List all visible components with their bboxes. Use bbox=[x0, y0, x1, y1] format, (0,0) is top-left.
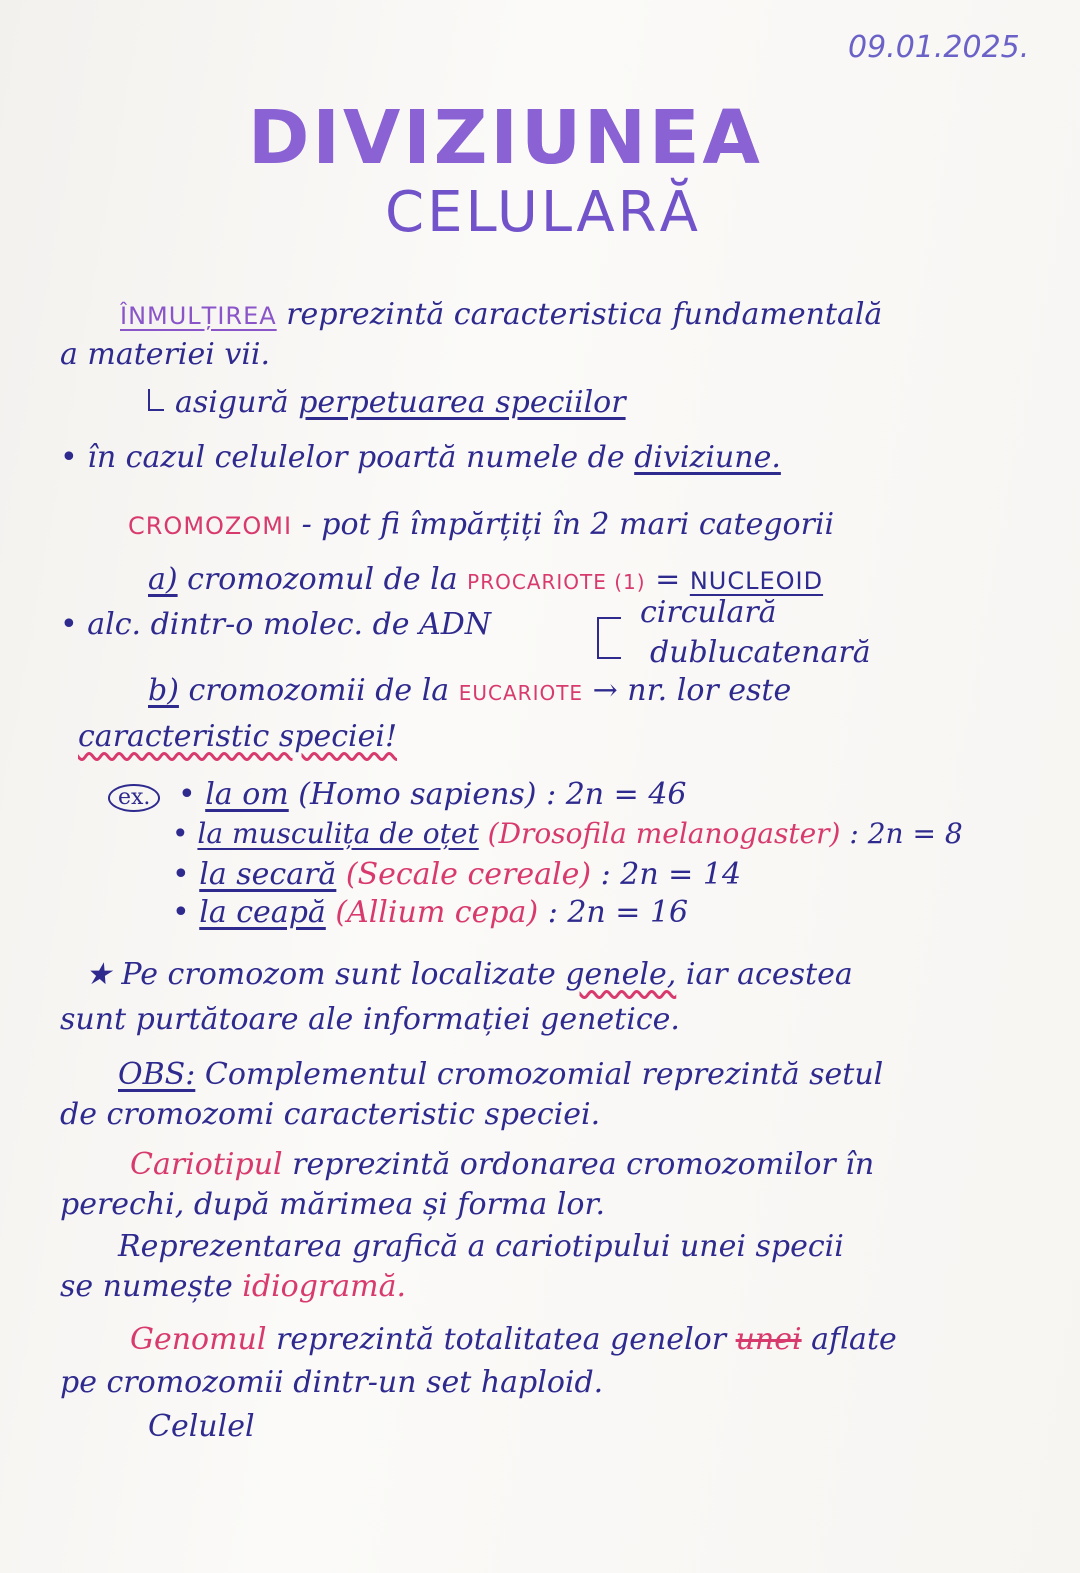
repr-line-2 bbox=[60, 1269, 407, 1304]
title-line-2: CELULARĂ bbox=[385, 180, 701, 245]
genele-word: genele, bbox=[565, 957, 677, 992]
genom-line-1 bbox=[130, 1322, 897, 1357]
obs-label: OBS: bbox=[118, 1057, 196, 1092]
date: 09.01.2025. bbox=[848, 30, 1030, 65]
title-line-1: DIVIZIUNEA bbox=[248, 95, 763, 181]
example-name: la ceapă bbox=[199, 895, 326, 930]
example-sci: (Homo sapiens) bbox=[298, 777, 537, 812]
cariotip-text-1: reprezintă ordonarea cromozomilor în bbox=[292, 1147, 875, 1182]
cariotip-line-1 bbox=[130, 1147, 875, 1182]
item-a-desc: • alc. dintr-o molec. de ADN bbox=[60, 607, 492, 642]
cariotip-line-2: perechi, după mărimea și forma lor. bbox=[60, 1187, 606, 1222]
example-val: : 2n = 8 bbox=[849, 817, 963, 850]
p1-line-2: a materiei vii. bbox=[60, 337, 271, 372]
star-line-2: sunt purtătoare ale informației genetice. bbox=[60, 1002, 680, 1037]
cariotip-word: Cariotipul bbox=[130, 1147, 283, 1182]
eucariote: EUCARIOTE bbox=[458, 681, 584, 705]
example-val: : 2n = 16 bbox=[547, 895, 689, 930]
example-sci: (Secale cereale) bbox=[345, 857, 592, 892]
p2 bbox=[60, 440, 781, 475]
star-text-a: ★ Pe cromozom sunt localizate bbox=[85, 957, 556, 992]
item-a-text: cromozomul de la bbox=[187, 562, 458, 597]
p2-underlined: diviziune. bbox=[634, 440, 781, 475]
star-text-b: iar acestea bbox=[685, 957, 853, 992]
option-dublucatenara: dublucatenară bbox=[650, 635, 871, 670]
repr-text-2: se numește bbox=[60, 1269, 233, 1304]
item-b-text: cromozomii de la bbox=[188, 673, 450, 708]
example-sci: (Drosofila melanogaster) bbox=[487, 817, 841, 850]
obs-line-1 bbox=[118, 1057, 884, 1092]
item-b-rest: → nr. lor este bbox=[592, 673, 792, 708]
item-a bbox=[148, 562, 824, 597]
example-1: ex. • la om (Homo sapiens) : 2n = 46 bbox=[108, 780, 687, 812]
procariote: PROCARIOTE (1) bbox=[467, 570, 646, 594]
struck-word: unei bbox=[735, 1322, 802, 1357]
example-name: la secară bbox=[199, 857, 337, 892]
example-4: • la ceapă (Allium cepa) : 2n = 16 bbox=[172, 895, 689, 930]
item-a-label: a) bbox=[148, 562, 178, 597]
genom-text-1a: reprezintă totalitatea genelor bbox=[276, 1322, 727, 1357]
item-b-cont bbox=[78, 719, 397, 754]
cromozomi-text: - pot fi împărțiți în 2 mari categorii bbox=[301, 507, 835, 542]
example-sci: (Allium cepa) bbox=[335, 895, 539, 930]
obs-text-1: Complementul cromozomial reprezintă setul bbox=[204, 1057, 884, 1092]
cromozomi-heading: CROMOZOMI bbox=[128, 512, 293, 540]
example-name: la musculița de oțet bbox=[197, 817, 479, 850]
example-3: • la secară (Secale cereale) : 2n = 14 bbox=[172, 857, 742, 892]
star-line-1 bbox=[85, 957, 853, 992]
item-b-cont-text: caracteristic speciei! bbox=[78, 719, 397, 754]
genom-text-1b: aflate bbox=[811, 1322, 897, 1357]
bracket-icon bbox=[597, 617, 621, 659]
p1-sub bbox=[175, 385, 626, 420]
p1-sub-underlined: perpetuarea speciilor bbox=[298, 385, 626, 420]
example-val: : 2n = 14 bbox=[600, 857, 742, 892]
cromozomi-line bbox=[128, 507, 835, 542]
ex-label: ex. bbox=[108, 784, 160, 812]
item-b-label: b) bbox=[148, 673, 179, 708]
inmultirea-word: ÎNMULȚIREA bbox=[120, 302, 277, 330]
option-circular: circulară bbox=[640, 595, 777, 630]
item-a-eq: = bbox=[655, 562, 681, 597]
corner-arrow-icon bbox=[148, 389, 164, 411]
last-word: Celulel bbox=[148, 1409, 255, 1444]
p1-sub-text: asigură bbox=[175, 385, 289, 420]
example-name: la om bbox=[205, 777, 289, 812]
item-b bbox=[148, 673, 792, 708]
p1-rest-1: reprezintă caracteristica fundamentală bbox=[286, 297, 883, 332]
idiograma-word: idiogramă. bbox=[242, 1269, 407, 1304]
repr-line-1: Reprezentarea grafică a cariotipului unei specii bbox=[118, 1229, 844, 1264]
example-val: : 2n = 46 bbox=[546, 777, 687, 812]
p1-line-1 bbox=[120, 297, 883, 332]
p2-text: • în cazul celulelor poartă numele de bbox=[60, 440, 625, 475]
example-2: • la musculița de oțet (Drosofila melanogaster) : 2n = 8 bbox=[172, 817, 963, 850]
genom-line-2: pe cromozomii dintr-un set haploid. bbox=[60, 1365, 604, 1400]
nucleoid: NUCLEOID bbox=[689, 567, 824, 595]
obs-line-2: de cromozomi caracteristic speciei. bbox=[60, 1097, 601, 1132]
genomul-word: Genomul bbox=[130, 1322, 267, 1357]
